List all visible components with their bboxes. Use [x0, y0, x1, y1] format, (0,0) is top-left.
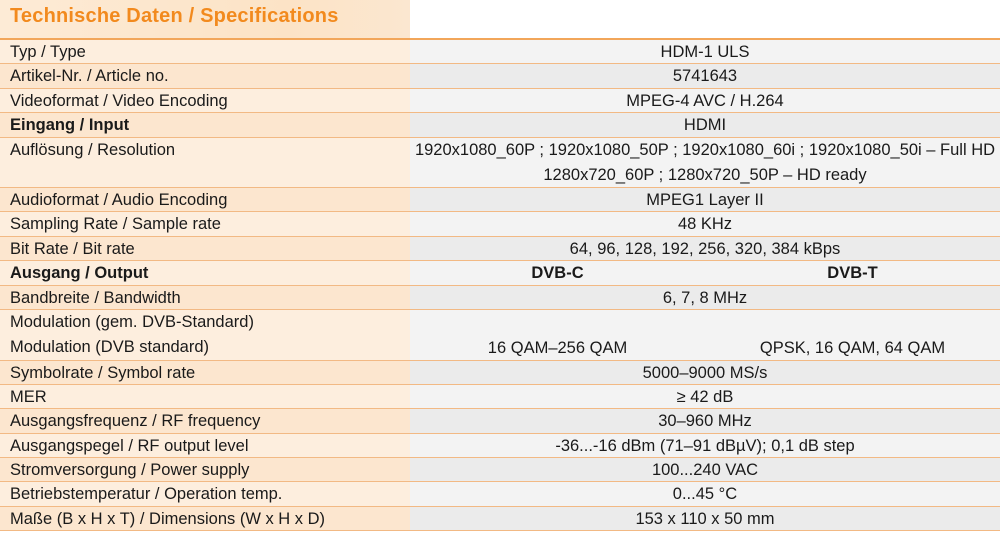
table-row-mer: [0, 385, 1000, 409]
row-label: Artikel-Nr. / Article no.: [0, 64, 410, 87]
row-value: 100...240 VAC: [410, 458, 1000, 481]
row-value: ≥ 42 dB: [410, 385, 1000, 408]
spec-header: [0, 0, 1000, 40]
output-dvb-c: DVB-C: [531, 264, 584, 283]
resolution-full-hd: 1920x1080_60P ; 1920x1080_50P ; 1920x1080_60i ; 1920x1080_50i – Full HD: [414, 140, 996, 159]
table-row-modulation: [0, 310, 1000, 361]
row-label: Bandbreite / Bandwidth: [0, 286, 410, 309]
row-label: Auflösung / Resolution: [0, 138, 410, 188]
table-row-resolution: [0, 138, 1000, 189]
table-row-temperature: [0, 482, 1000, 506]
table-row-audio: [0, 188, 1000, 212]
row-label: [0, 310, 410, 360]
row-value: [410, 138, 1000, 188]
table-row-bandwidth: [0, 286, 1000, 310]
table-row-symbolrate: [0, 361, 1000, 385]
row-label: Videoformat / Video Encoding: [0, 89, 410, 112]
table-row-bitrate: [0, 237, 1000, 261]
row-value: 64, 96, 128, 192, 256, 320, 384 kBps: [410, 237, 1000, 260]
row-value: MPEG-4 AVC / H.264: [410, 89, 1000, 112]
row-label: Stromversorgung / Power supply: [0, 458, 410, 481]
table-row-output: [0, 261, 1000, 285]
row-value: 48 KHz: [410, 212, 1000, 235]
row-label: Eingang / Input: [0, 113, 410, 136]
table-row-article: [0, 64, 1000, 88]
table-row-sampling: [0, 212, 1000, 236]
row-label: Ausgang / Output: [0, 261, 410, 284]
resolution-hd-ready: 1280x720_60P ; 1280x720_50P – HD ready: [543, 165, 867, 184]
row-label: Ausgangspegel / RF output level: [0, 434, 410, 457]
table-row-rf-output: [0, 434, 1000, 458]
row-value: 5741643: [410, 64, 1000, 87]
row-value: 6, 7, 8 MHz: [410, 286, 1000, 309]
row-value: [410, 310, 1000, 360]
table-row-rf-frequency: [0, 409, 1000, 433]
row-value: -36...-16 dBm (71–91 dBµV); 0,1 dB step: [410, 434, 1000, 457]
row-label: MER: [0, 385, 410, 408]
modulation-label-en: Modulation (DVB standard): [10, 338, 210, 357]
row-label: Betriebstemperatur / Operation temp.: [0, 482, 410, 505]
table-row-dimensions: [0, 507, 1000, 531]
modulation-dvb-c: 16 QAM–256 QAM: [487, 338, 628, 357]
modulation-label-de: Modulation (gem. DVB-Standard): [10, 313, 254, 332]
row-label: Sampling Rate / Sample rate: [0, 212, 410, 235]
row-value: 0...45 °C: [410, 482, 1000, 505]
row-label: Bit Rate / Bit rate: [0, 237, 410, 260]
modulation-dvb-t: QPSK, 16 QAM, 64 QAM: [759, 338, 946, 357]
row-value: HDM-1 ULS: [410, 40, 1000, 63]
row-value: 30–960 MHz: [410, 409, 1000, 432]
row-value: MPEG1 Layer II: [410, 188, 1000, 211]
spec-table: [0, 40, 1000, 531]
table-row-video: [0, 89, 1000, 113]
page-title: Technische Daten / Specifications: [10, 5, 339, 27]
row-value: 5000–9000 MS/s: [410, 361, 1000, 384]
output-dvb-t: DVB-T: [827, 264, 878, 283]
title-box: [0, 0, 410, 38]
row-label: Typ / Type: [0, 40, 410, 63]
row-label: Ausgangsfrequenz / RF frequency: [0, 409, 410, 432]
row-value: HDMI: [410, 113, 1000, 136]
row-label: Audioformat / Audio Encoding: [0, 188, 410, 211]
table-row-input: [0, 113, 1000, 137]
table-row-type: [0, 40, 1000, 64]
row-value: [410, 261, 1000, 284]
row-label: Maße (B x H x T) / Dimensions (W x H x D): [0, 507, 410, 530]
table-row-power: [0, 458, 1000, 482]
row-value: 153 x 110 x 50 mm: [410, 507, 1000, 530]
row-label: Symbolrate / Symbol rate: [0, 361, 410, 384]
